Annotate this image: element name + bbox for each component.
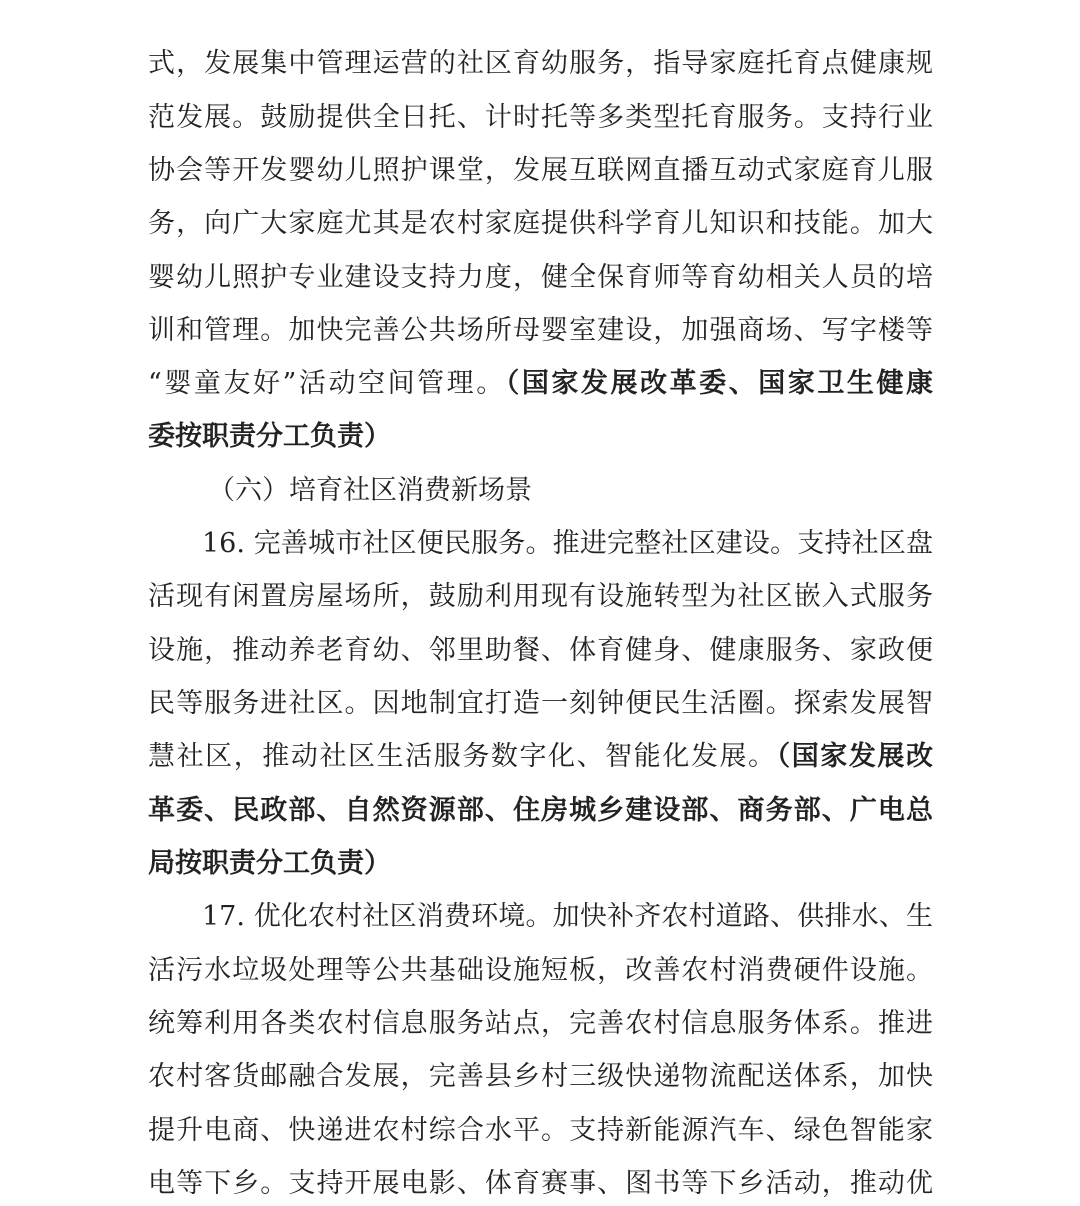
text: 推进完整社区建设。支持社区盘 bbox=[552, 528, 933, 559]
responsibility-text: 革委、民政部、自然资源部、住房城乡建设部、商务部、广电总 bbox=[148, 795, 933, 826]
responsibility-line bbox=[148, 789, 933, 833]
text: 统筹利用各类农村信息服务站点，完善农村信息服务体系。推进 bbox=[148, 1008, 933, 1039]
text: 婴幼儿照护专业建设支持力度，健全保育师等育幼相关人员的培 bbox=[148, 262, 933, 293]
text-line bbox=[148, 149, 933, 193]
text: 设施，推动养老育幼、邻里助餐、体育健身、健康服务、家政便 bbox=[148, 635, 933, 666]
section-heading-text: （六）培育社区消费新场景 bbox=[208, 475, 532, 506]
text: 农村客货邮融合发展，完善县乡村三级快递物流配送体系，加快 bbox=[148, 1061, 933, 1092]
text-line bbox=[148, 202, 933, 246]
text-line bbox=[148, 362, 933, 406]
responsibility-text: （国家发展改 bbox=[776, 741, 934, 772]
responsibility-line bbox=[148, 415, 933, 459]
text-line bbox=[148, 1002, 933, 1046]
text: 活现有闲置房屋场所，鼓励利用现有设施转型为社区嵌入式服务 bbox=[148, 581, 933, 612]
text-line bbox=[148, 256, 933, 300]
text-line bbox=[148, 96, 933, 140]
text-line bbox=[148, 682, 933, 726]
responsibility-text: 局按职责分工负责） bbox=[148, 848, 391, 879]
text: “婴童友好”活动空间管理。 bbox=[148, 368, 506, 399]
text-line bbox=[148, 42, 933, 86]
text-line bbox=[148, 575, 933, 619]
text: 范发展。鼓励提供全日托、计时托等多类型托育服务。支持行业 bbox=[148, 102, 933, 133]
item-17-first-line bbox=[202, 895, 933, 939]
responsibility-line bbox=[148, 842, 933, 886]
responsibility-text: （国家发展改革委、国家卫生健康 bbox=[505, 368, 934, 399]
text: 慧社区，推动社区生活服务数字化、智能化发展。 bbox=[148, 741, 777, 772]
text: 务，向广大家庭尤其是农村家庭提供科学育儿知识和技能。加大 bbox=[148, 208, 933, 239]
section-heading bbox=[208, 469, 933, 513]
text: 式，发展集中管理运营的社区育幼服务，指导家庭托育点健康规 bbox=[148, 48, 933, 79]
text: 活污水垃圾处理等公共基础设施短板，改善农村消费硬件设施。 bbox=[148, 955, 933, 986]
text: 提升电商、快递进农村综合水平。支持新能源汽车、绿色智能家 bbox=[148, 1115, 933, 1146]
responsibility-text: 委按职责分工负责） bbox=[148, 421, 391, 452]
text: 民等服务进社区。因地制宜打造一刻钟便民生活圈。探索发展智 bbox=[148, 688, 933, 719]
item-16-title: 16. 完善城市社区便民服务。 bbox=[202, 528, 553, 559]
text-line bbox=[148, 309, 933, 353]
text: 电等下乡。支持开展电影、体育赛事、图书等下乡活动，推动优 bbox=[148, 1168, 933, 1199]
text-line bbox=[148, 1109, 933, 1153]
text-line bbox=[148, 1055, 933, 1099]
item-16-first-line bbox=[202, 522, 933, 566]
text-line bbox=[148, 949, 933, 993]
text: 协会等开发婴幼儿照护课堂，发展互联网直播互动式家庭育儿服 bbox=[148, 155, 933, 186]
text-line bbox=[148, 1162, 933, 1206]
text: 训和管理。加快完善公共场所母婴室建设，加强商场、写字楼等 bbox=[148, 315, 933, 346]
text-line bbox=[148, 629, 933, 673]
item-17-title: 17. 优化农村社区消费环境。 bbox=[202, 901, 553, 932]
text-line bbox=[148, 735, 933, 779]
text: 加快补齐农村道路、供排水、生 bbox=[552, 901, 933, 932]
